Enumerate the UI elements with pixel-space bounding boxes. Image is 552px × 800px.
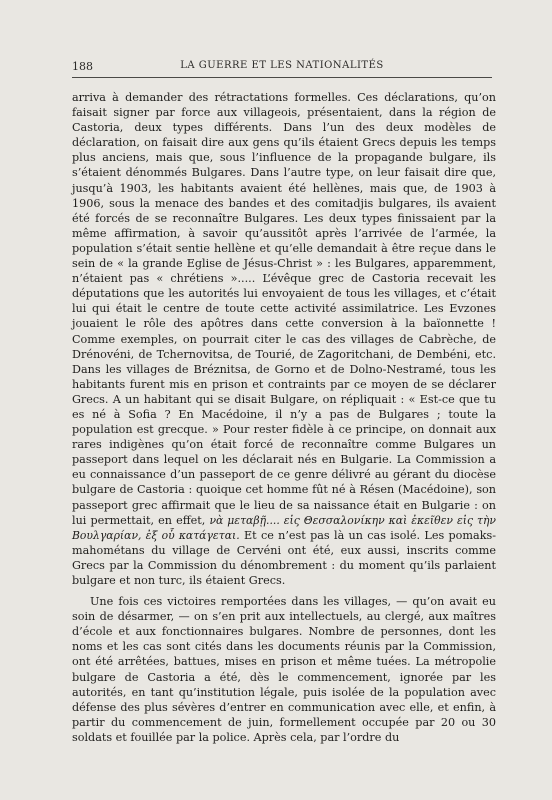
paragraph-1-continuation: Et ce n’est pas là un cas isolé. Les pomaks-mahométans du village de Cervéni ont été, eux aussi, inscrits comme Grecs par la Commission du dénombrement : du moment qu’ils parlaient bulgare et non turc, ils étaient Grecs.: [72, 528, 496, 587]
page-header: [72, 60, 492, 78]
greek-quotation: νὰ μεταβῇ.... εἰς Θεσσαλονίκην καὶ ἐκεῖθεν εἰς τὴν Βουλγαρίαν, ἐξ οὗ κατάγεται.: [72, 513, 496, 542]
running-title: LA GUERRE ET LES NATIONALITÉS: [180, 60, 384, 71]
paragraph-1: [72, 90, 496, 588]
paragraph-1-text: arriva à demander des rétractations formelles. Ces déclarations, qu’on faisait signer par force aux villageois, présentaient, dans la région de Castoria, deux types différents. Dans l’un des deux modèles de déclaration, on faisait dire aux gens qu’ils étaient Grecs depuis les temps plus anciens, mais que, sous l’influence de la propagande bulgare, ils s’étaient dénommés Bulgares. Dans l’autre type, on leur faisait dire que, jusqu’à 1903, les habitants avaient été hellènes, mais que, de 1903 à 1906, sous la menace des bandes et des comitadjis bulgares, ils avaient été forcés de se reconnaître Bulgares. Les deux types finissaient par la même affirmation, à savoir qu’aussitôt après l’arrivée de l’armée, la population s’était sentie hellène et qu’elle demandait à être reçue dans le sein de « la grande Eglise de Jésus-Christ » : les Bulgares, apparemment, n’étaient pas « chrétiens »..... L’évêque grec de Castoria recevait les députations que les autorités lui envoyaient de tous les villages, et c’était lui qui était le centre de toute cette activité assimilatrice. Les Evzones jouaient le rôle des apôtres dans cette conversion à la baïonnette ! Comme exemples, on pourrait citer le cas des villages de Cabrèche, de Drénovéni, de Tchernovitsa, de Tourié, de Zagoritchani, de Dembéni, etc. Dans les villages de Bréznitsa, de Gorno et de Dolno-Nestramé, tous les habitants furent mis en prison et contraints par ce moyen de se déclarer Grecs. A un habitant qui se disait Bulgare, on répliquait : « Est-ce que tu es né à Sofia ? En Macédoine, il n’y a pas de Bulgares ; toute la population est grecque. » Pour rester fidèle à ce principe, on donnait aux rares indigènes qu’on était forcé de reconnaître comme Bulgares un passeport dans lequel on les déclarait nés en Bulgarie. La Commission a eu connaissance d’un passeport de ce genre délivré au gérant du diocèse bulgare de Castoria : quoique cet homme fût né à Résen (Macédoine), son passeport grec affirmait que le lieu de sa naissance était en Bulgarie : on lui permettait, en effet,: [72, 91, 496, 527]
header-rule: [72, 77, 492, 78]
paragraph-2: Une fois ces victoires remportées dans les villages, — qu’on avait eu soin de désarmer, — on s’en prit aux intellectuels, au clergé, aux maîtres d’école et aux fonctionnaires bulgares. Nombre de personnes, dont les noms et les cas sont cités dans les documents réunis par la Commission, ont été arrêtées, battues, mises en prison et même tuées. La métropolie bulgare de Castoria a été, dès le commencement, ignorée par les autorités, en tant qu’institution légale, puis isolée de la population avec défense des plus sévères d’entrer en communication avec elle, et enfin, à partir du commencement de juin, formellement occupée par 20 ou 30 soldats et fouillée par la police. Après cela, par l’ordre du: [72, 595, 496, 744]
page-number: 188: [72, 60, 93, 73]
body-text: [72, 90, 496, 745]
